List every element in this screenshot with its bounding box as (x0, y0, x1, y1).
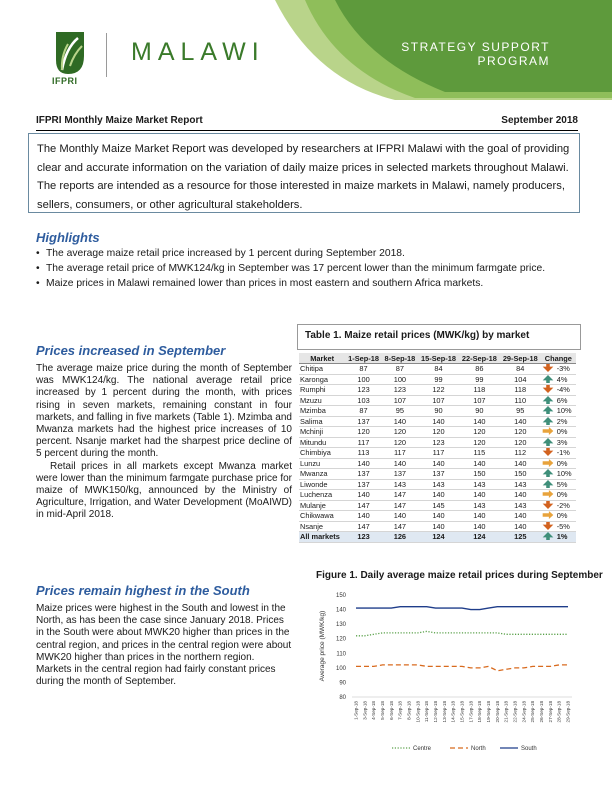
price-cell: 120 (382, 437, 418, 448)
price-cell: 137 (345, 416, 381, 427)
table-title: Table 1. Maize retail prices (MWK/kg) by market (297, 324, 581, 350)
trend-up-arrow-icon (542, 532, 557, 541)
price-cell: 113 (345, 448, 381, 459)
trend-up-arrow-icon (542, 375, 557, 384)
logo-wordmark: IFPRI (52, 76, 78, 86)
price-cell: 86 (459, 364, 500, 375)
section2-paragraph-1: Maize prices were highest in the South and lowest in the North, as has been the case since January 2018. Prices in the South were about MWK20 higher than prices in the central region, and prices in the central region were about MWK20 higher than prices in the northern region. Markets in the central region had fairly constant prices during the month of September. (36, 603, 292, 688)
price-cell: 99 (459, 374, 500, 385)
figure-title: Figure 1. Daily average maize retail prices during September (316, 570, 603, 581)
trend-up-arrow-icon (542, 438, 557, 447)
price-cell: 90 (459, 406, 500, 417)
price-cell: 147 (382, 521, 418, 532)
y-tick-label: 110 (336, 651, 346, 658)
change-value: 10% (556, 406, 572, 416)
change-value: 1% (556, 532, 568, 542)
highlights-list (36, 246, 596, 291)
x-tick-label: 21-Sep-18 (503, 701, 509, 723)
price-cell: 140 (418, 521, 459, 532)
intro-box: The Monthly Maize Market Report was developed by researchers at IFPRI Malawi with the goal of providing clear and accurate information on the variation of daily maize prices in selected markets throughout Malawi. The reports are intended as a resource for those interested in maize markets in Malawi, namely producers, sellers, consumers, or other agricultural stakeholders. (28, 133, 580, 213)
table-row (299, 416, 576, 427)
market-name-cell: Mulanje (299, 500, 345, 511)
market-name-cell: Lunzu (299, 458, 345, 469)
change-value: -5% (556, 521, 570, 531)
x-tick-label: 26-Sep-18 (539, 701, 544, 723)
x-tick-label: 28-Sep-18 (556, 701, 562, 723)
report-date: September 2018 (501, 115, 578, 126)
change-value: -3% (556, 364, 570, 374)
price-cell: 120 (500, 427, 541, 438)
price-cell: 123 (345, 385, 381, 396)
market-name-cell: Mwanza (299, 469, 345, 480)
change-cell (541, 490, 576, 501)
country-name: MALAWI (131, 38, 265, 66)
highlights-heading: Highlights (36, 230, 100, 245)
price-cell: 147 (382, 500, 418, 511)
x-tick-label: 18-Sep-18 (477, 701, 483, 723)
section2-body (36, 603, 292, 688)
legend-label: Centre (413, 746, 432, 752)
price-cell: 117 (418, 448, 459, 459)
x-tick-label: 19-Sep-18 (486, 701, 491, 723)
change-value: 0% (556, 490, 568, 500)
table-row (299, 521, 576, 532)
price-cell: 137 (382, 469, 418, 480)
table-row (299, 427, 576, 438)
section-heading-prices-south: Prices remain highest in the South (36, 583, 250, 598)
change-value: 10% (556, 469, 572, 479)
trend-flat-arrow-icon (542, 459, 557, 468)
x-tick-label: 5-Sep-18 (380, 701, 385, 720)
y-tick-label: 150 (335, 593, 346, 599)
y-tick-label: 80 (339, 695, 346, 701)
price-cell: 99 (418, 374, 459, 385)
change-cell (541, 406, 576, 417)
market-name-cell: Chimbiya (299, 448, 345, 459)
price-cell: 140 (382, 416, 418, 427)
trend-down-arrow-icon (542, 448, 557, 457)
x-tick-label: 15-Sep-18 (459, 701, 465, 723)
price-cell: 123 (382, 385, 418, 396)
change-cell (541, 500, 576, 511)
change-cell (541, 521, 576, 532)
price-cell: 143 (459, 479, 500, 490)
column-header: 29-Sep-18 (500, 353, 541, 364)
x-tick-label: 20-Sep-18 (494, 701, 500, 723)
table-row (299, 406, 576, 417)
price-cell: 150 (500, 469, 541, 480)
table-row (299, 511, 576, 522)
market-name-cell: Liwonde (299, 479, 345, 490)
price-cell: 143 (500, 479, 541, 490)
change-value: 0% (556, 511, 568, 521)
price-cell: 147 (382, 490, 418, 501)
table-row (299, 490, 576, 501)
y-axis-label: Average price (MWK/kg) (319, 610, 326, 682)
trend-down-arrow-icon (542, 364, 557, 373)
price-cell: 140 (459, 521, 500, 532)
price-cell: 107 (459, 395, 500, 406)
table-row (299, 364, 576, 375)
table-row (299, 448, 576, 459)
price-cell: 84 (500, 364, 541, 375)
price-cell: 110 (500, 395, 541, 406)
price-cell: 120 (382, 427, 418, 438)
x-tick-label: 10-Sep-18 (415, 701, 421, 723)
program-line-1: STRATEGY SUPPORT (401, 40, 550, 54)
price-cell: 140 (500, 490, 541, 501)
price-cell: 140 (459, 458, 500, 469)
section1-paragraph-1: The average maize price during the month of September was MWK124/kg. The national average retail price increased by 1 percent during the month, with prices rising in seven markets, remaining constant in four markets, and falling in five markets (Table 1). Mzimba and Mwanza markets had the highest price increases of 10 percent. Nsanje market had the sharpest price decline of 5 percent during the month. (36, 363, 292, 460)
change-value: -4% (556, 385, 570, 395)
y-tick-label: 120 (335, 636, 346, 643)
price-cell: 140 (345, 490, 381, 501)
change-cell (541, 437, 576, 448)
y-tick-label: 90 (339, 680, 346, 687)
highlight-item: • The average maize retail price increased by 1 percent during September 2018. (36, 246, 596, 261)
price-cell: 140 (382, 511, 418, 522)
x-tick-label: 14-Sep-18 (450, 701, 456, 723)
table-row (299, 500, 576, 511)
trend-up-arrow-icon (542, 480, 557, 489)
market-name-cell: Karonga (299, 374, 345, 385)
x-tick-label: 1-Sep-18 (353, 701, 359, 720)
market-name-cell: Salima (299, 416, 345, 427)
change-value: 0% (556, 427, 568, 437)
y-tick-label: 130 (335, 622, 346, 629)
price-cell: 95 (500, 406, 541, 417)
price-cell: 140 (418, 490, 459, 501)
price-cell: 143 (418, 479, 459, 490)
price-cell: 140 (418, 416, 459, 427)
trend-down-arrow-icon (542, 501, 557, 510)
price-cell: 120 (459, 427, 500, 438)
table-body (299, 364, 576, 543)
market-name-cell: All markets (299, 532, 345, 543)
price-cell: 140 (345, 511, 381, 522)
series-line-south (356, 607, 568, 610)
change-cell (541, 532, 576, 543)
change-cell (541, 374, 576, 385)
table-row (299, 385, 576, 396)
change-value: 4% (556, 374, 568, 384)
table-total-row (299, 532, 576, 543)
market-name-cell: Luchenza (299, 490, 345, 501)
change-value: 0% (556, 458, 568, 468)
market-name-cell: Rumphi (299, 385, 345, 396)
price-cell: 107 (382, 395, 418, 406)
price-cell: 125 (500, 532, 541, 543)
price-cell: 140 (500, 521, 541, 532)
change-cell (541, 364, 576, 375)
x-tick-label: 27-Sep-18 (547, 701, 553, 723)
x-tick-label: 13-Sep-18 (441, 701, 447, 723)
price-cell: 120 (345, 427, 381, 438)
market-name-cell: Chitipa (299, 364, 345, 375)
market-name-cell: Mzimba (299, 406, 345, 417)
change-cell (541, 511, 576, 522)
price-cell: 120 (459, 437, 500, 448)
table-row (299, 479, 576, 490)
table-row (299, 374, 576, 385)
price-cell: 112 (500, 448, 541, 459)
price-cell: 124 (418, 532, 459, 543)
price-cell: 140 (345, 458, 381, 469)
change-cell (541, 448, 576, 459)
price-cell: 117 (382, 448, 418, 459)
price-cell: 137 (345, 469, 381, 480)
price-cell: 143 (382, 479, 418, 490)
price-cell: 140 (418, 458, 459, 469)
price-cell: 140 (382, 458, 418, 469)
section1-paragraph-2: Retail prices in all markets except Mwanza market were lower than the minimum farmgate purchase price for maize of MWK150/kg, announced by the Ministry of Agriculture, Irrigation, and Water Development (MoAIWD) in mid-April 2018. (36, 460, 292, 521)
price-cell: 137 (345, 479, 381, 490)
price-cell: 143 (500, 500, 541, 511)
change-cell (541, 395, 576, 406)
x-tick-label: 11-Sep-18 (424, 701, 430, 723)
price-cell: 95 (382, 406, 418, 417)
price-cell: 140 (500, 511, 541, 522)
market-name-cell: Mzuzu (299, 395, 345, 406)
price-cell: 104 (500, 374, 541, 385)
trend-down-arrow-icon (542, 522, 557, 531)
series-line-centre (356, 631, 568, 635)
maize-price-table (299, 353, 576, 543)
trend-up-arrow-icon (542, 406, 557, 415)
price-cell: 87 (345, 406, 381, 417)
price-cell: 120 (418, 427, 459, 438)
column-header: 1-Sep-18 (345, 353, 381, 364)
price-cell: 123 (418, 437, 459, 448)
x-tick-label: 17-Sep-18 (468, 701, 474, 723)
market-name-cell: Mchinji (299, 427, 345, 438)
price-cell: 87 (345, 364, 381, 375)
price-cell: 107 (418, 395, 459, 406)
price-cell: 140 (500, 458, 541, 469)
x-tick-label: 7-Sep-18 (397, 701, 403, 720)
column-header: 22-Sep-18 (459, 353, 500, 364)
change-cell (541, 416, 576, 427)
change-value: -1% (556, 448, 570, 458)
program-line-2: PROGRAM (477, 54, 550, 68)
report-title-bar (36, 115, 578, 131)
column-header: Market (299, 353, 345, 364)
price-cell: 124 (459, 532, 500, 543)
program-name (401, 40, 550, 68)
x-tick-label: 8-Sep-18 (406, 701, 412, 720)
x-tick-label: 6-Sep-18 (388, 701, 394, 720)
trend-flat-arrow-icon (542, 427, 557, 436)
price-cell: 147 (345, 521, 381, 532)
price-cell: 117 (345, 437, 381, 448)
price-cell: 143 (459, 500, 500, 511)
price-cell: 123 (345, 532, 381, 543)
price-cell: 120 (500, 437, 541, 448)
table-row (299, 458, 576, 469)
highlight-item: • Maize prices in Malawi remained lower than prices in most eastern and southern Africa markets. (36, 276, 596, 291)
y-tick-label: 100 (335, 665, 346, 672)
market-name-cell: Mitundu (299, 437, 345, 448)
series-line-north (356, 665, 568, 671)
y-tick-label: 140 (335, 607, 346, 614)
x-tick-label: 4-Sep-18 (371, 701, 377, 720)
price-cell: 126 (382, 532, 418, 543)
price-cell: 103 (345, 395, 381, 406)
trend-flat-arrow-icon (542, 490, 557, 499)
change-value: 2% (556, 416, 568, 426)
highlight-item: • The average retail price of MWK124/kg in September was 17 percent lower than the minimum farmgate price. (36, 261, 596, 276)
price-cell: 150 (459, 469, 500, 480)
x-tick-label: 29-Sep-18 (565, 701, 571, 723)
change-cell (541, 458, 576, 469)
table-row (299, 437, 576, 448)
price-cell: 137 (418, 469, 459, 480)
trend-flat-arrow-icon (542, 511, 557, 520)
column-header: Change (541, 353, 576, 364)
price-cell: 100 (345, 374, 381, 385)
section-heading-prices-increased: Prices increased in September (36, 343, 226, 358)
column-header: 15-Sep-18 (418, 353, 459, 364)
price-cell: 147 (345, 500, 381, 511)
price-cell: 87 (382, 364, 418, 375)
change-value: 6% (556, 395, 568, 405)
table-header-row (299, 353, 576, 364)
change-value: -2% (556, 500, 570, 510)
legend-label: South (521, 746, 537, 752)
change-cell (541, 385, 576, 396)
header-divider (106, 33, 107, 77)
legend-label: North (471, 746, 486, 752)
x-tick-label: 12-Sep-18 (433, 701, 438, 723)
price-cell: 140 (459, 490, 500, 501)
trend-up-arrow-icon (542, 396, 557, 405)
trend-down-arrow-icon (542, 385, 557, 394)
price-cell: 115 (459, 448, 500, 459)
market-name-cell: Nsanje (299, 521, 345, 532)
change-value: 5% (556, 479, 568, 489)
change-value: 3% (556, 437, 568, 447)
report-header (0, 0, 612, 100)
price-cell: 140 (418, 511, 459, 522)
price-cell: 140 (459, 416, 500, 427)
price-cell: 84 (418, 364, 459, 375)
change-cell (541, 479, 576, 490)
table-row (299, 395, 576, 406)
market-name-cell: Chikwawa (299, 511, 345, 522)
price-line-chart (310, 585, 588, 753)
price-cell: 140 (500, 416, 541, 427)
table-row (299, 469, 576, 480)
price-cell: 140 (459, 511, 500, 522)
trend-up-arrow-icon (542, 417, 557, 426)
report-name: IFPRI Monthly Maize Market Report (36, 115, 203, 126)
x-tick-label: 25-Sep-18 (530, 701, 536, 723)
price-cell: 122 (418, 385, 459, 396)
price-cell: 118 (500, 385, 541, 396)
price-cell: 118 (459, 385, 500, 396)
section1-body (36, 363, 292, 522)
price-cell: 90 (418, 406, 459, 417)
trend-up-arrow-icon (542, 469, 557, 478)
change-cell (541, 427, 576, 438)
column-header: 8-Sep-18 (382, 353, 418, 364)
x-tick-label: 3-Sep-18 (362, 701, 368, 720)
change-cell (541, 469, 576, 480)
x-tick-label: 22-Sep-18 (512, 701, 518, 723)
price-cell: 100 (382, 374, 418, 385)
price-cell: 145 (418, 500, 459, 511)
x-tick-label: 24-Sep-18 (521, 701, 527, 723)
